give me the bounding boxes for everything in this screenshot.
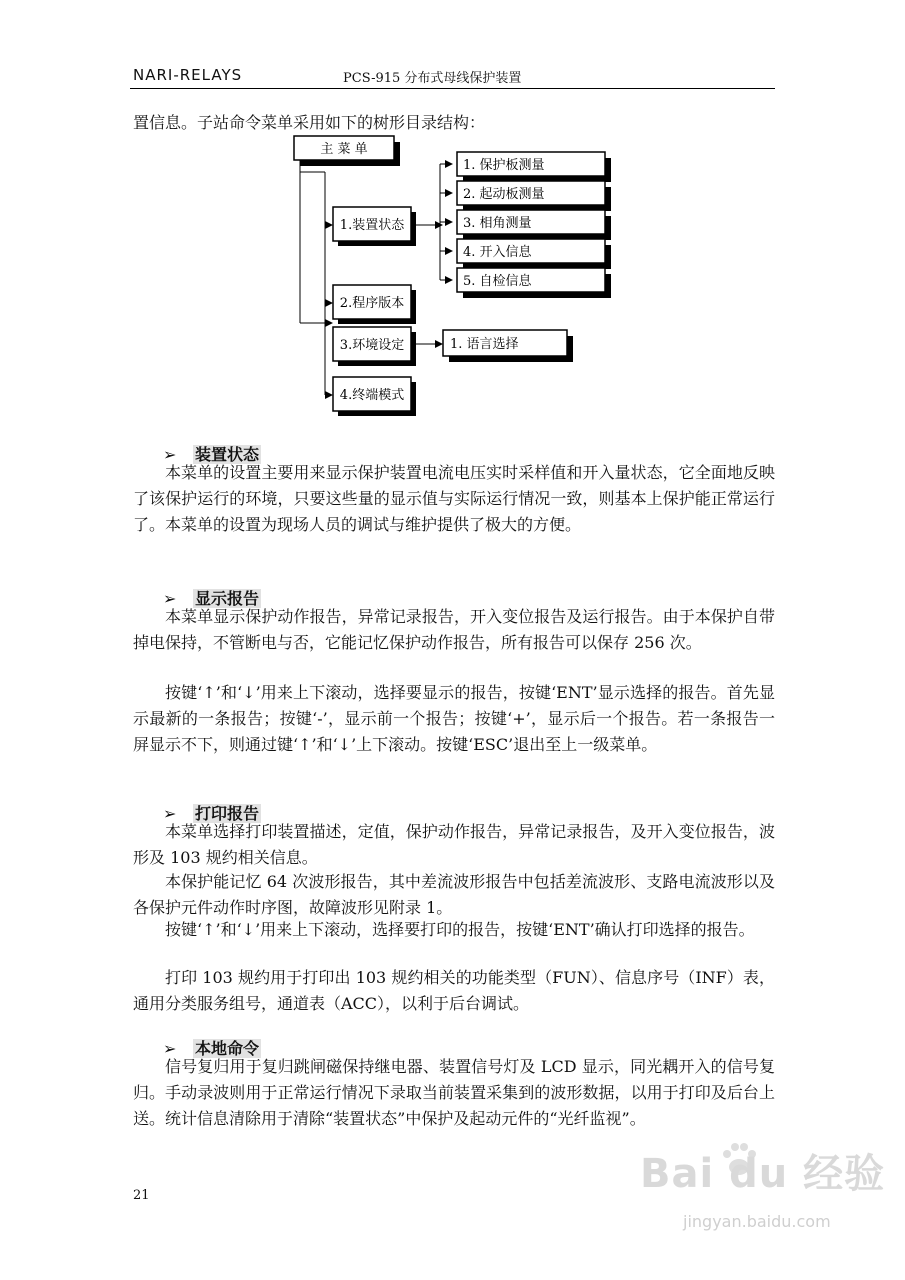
section-title: 打印报告 (195, 804, 260, 823)
section-paragraph: 按键‘↑’和‘↓’用来上下滚动，选择要显示的报告，按键‘ENT’显示选择的报告。首先显示最新的一条报告；按键‘-’，显示前一个报告；按键‘+’，显示后一个报告。若一条报告一屏显示不下，则通过键‘↑’和‘↓’上下滚动。按键‘ESC’退出至上一级菜单。 (133, 683, 775, 754)
header-doc-title: PCS-915 分布式母线保护装置 (343, 71, 522, 86)
tree-root-label: 主 菜 单 (320, 142, 368, 157)
tree-node-terminal-mode (333, 377, 416, 416)
watermark-url: jingyan.baidu.com (683, 1212, 831, 1231)
section-paragraph: 本菜单的设置主要用来显示保护装置电流电压实时采样值和开入量状态，它全面地反映了该保护运行的环境，只要这些量的显示值与实际运行情况一致，则基本上保护能正常运行了。本菜单的设置为现场人员的调试与维护提供了极大的方便。 (133, 463, 775, 534)
tree-child-protection-board (457, 152, 611, 182)
tree-child-label: 4. 开入信息 (463, 245, 532, 260)
tree-node-label: 2.程序版本 (339, 296, 405, 311)
menu-tree-diagram (280, 130, 620, 422)
page-number: 21 (133, 1188, 150, 1203)
tree-child-label: 1. 语言选择 (450, 337, 519, 352)
section-paragraph: 打印 103 规约用于打印出 103 规约相关的功能类型（FUN）、信息序号（INF）表，通用分类服务组号，通道表（ACC），以利于后台调试。 (133, 968, 775, 1013)
arrow-bullet-icon: ➢ (163, 804, 177, 823)
tree-child-label: 2. 起动板测量 (463, 187, 545, 202)
tree-child-phase-angle (457, 210, 611, 240)
tree-child-start-board (457, 181, 611, 211)
tree-child-self-check (457, 268, 611, 298)
tree-child-label: 5. 自检信息 (463, 274, 532, 289)
tree-child-language (443, 330, 573, 362)
tree-node-device-status (333, 207, 416, 246)
section-title: 显示报告 (195, 589, 260, 608)
section-title: 装置状态 (195, 445, 260, 464)
arrow-bullet-icon: ➢ (163, 589, 177, 608)
tree-root-box (294, 136, 400, 166)
tree-child-binary-input (457, 239, 611, 269)
section-paragraph: 本保护能记忆 64 次波形报告，其中差流波形报告中包括差流波形、支路电流波形以及各保护元件动作时序图，故障波形见附录 1。 (133, 872, 775, 917)
watermark-logo: Bai du 经验 (640, 1151, 886, 1197)
section-title: 本地命令 (195, 1039, 260, 1058)
section-paragraph: 信号复归用于复归跳闸磁保持继电器、装置信号灯及 LCD 显示，同光耦开入的信号复归。手动录波则用于正常运行情况下录取当前装置采集到的波形数据，以用于打印及后台上送。统计信息清除用于清除“装置状态”中保护及起动元件的“光纤监视”。 (133, 1057, 775, 1128)
header-rule (130, 88, 775, 89)
arrow-bullet-icon: ➢ (163, 1039, 177, 1058)
tree-node-program-version (333, 285, 416, 324)
tree-child-label: 1. 保护板测量 (463, 158, 545, 173)
tree-node-label: 1.装置状态 (339, 218, 405, 233)
tree-child-label: 3. 相角测量 (463, 216, 532, 231)
section-paragraph: 按键‘↑’和‘↓’用来上下滚动，选择要打印的报告，按键‘ENT’确认打印选择的报告。 (165, 920, 755, 939)
section-paragraph: 本菜单选择打印装置描述，定值，保护动作报告，异常记录报告，及开入变位报告，波形及 103 规约相关信息。 (133, 822, 775, 867)
tree-node-label: 3.环境设定 (339, 338, 405, 353)
section-paragraph: 本菜单显示保护动作报告，异常记录报告，开入变位报告及运行报告。由于本保护自带掉电保持，不管断电与否，它能记忆保护动作报告，所有报告可以保存 256 次。 (133, 607, 775, 652)
intro-text: 置信息。子站命令菜单采用如下的树形目录结构： (133, 113, 486, 132)
header-brand: NARI-RELAYS (133, 66, 243, 84)
tree-node-env-settings (333, 327, 416, 366)
arrow-bullet-icon: ➢ (163, 445, 177, 464)
tree-node-label: 4.终端模式 (339, 388, 405, 403)
